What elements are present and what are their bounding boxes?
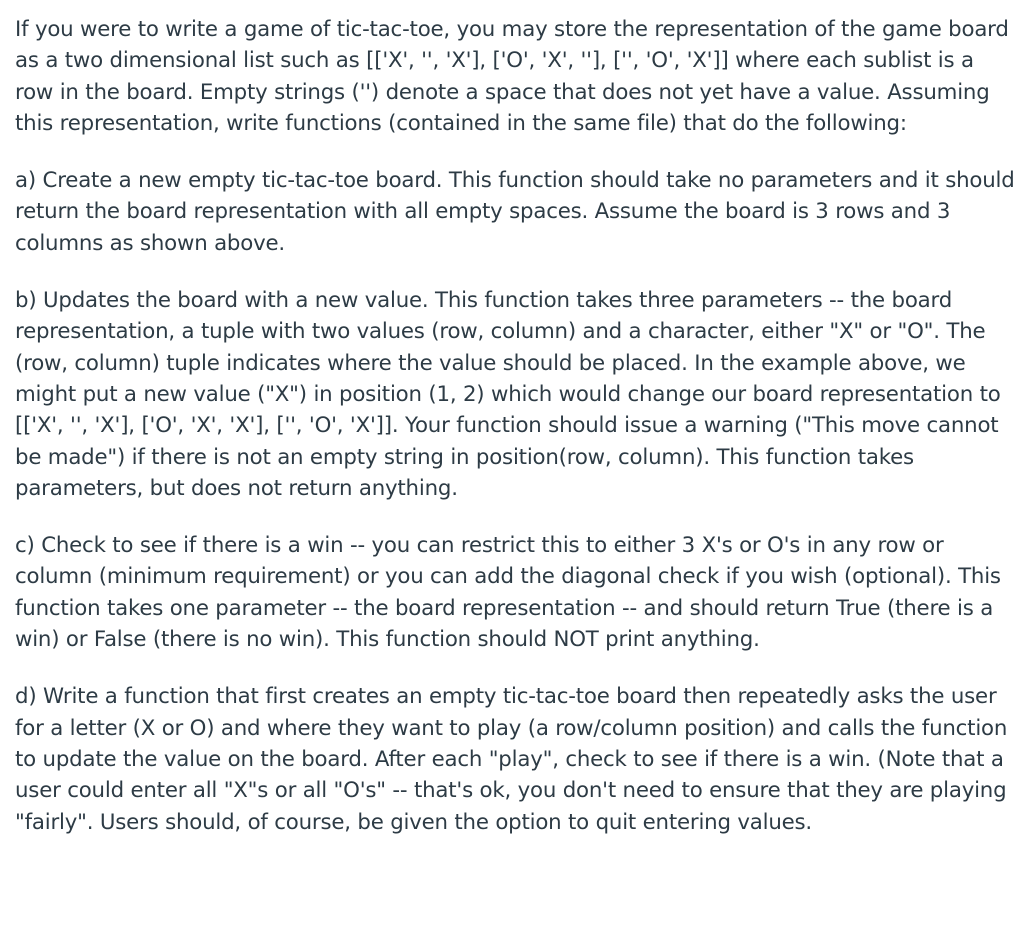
part-a-paragraph: a) Create a new empty tic-tac-toe board. This function should take no parameters and it should return the board representation with all empty spaces. Assume the board is 3 rows and 3 columns as shown above. <box>15 168 1015 256</box>
part-c-paragraph: c) Check to see if there is a win -- you can restrict this to either 3 X's or O's in any row or column (minimum requirement) or you can add the diagonal check if you wish (optional). This function takes one parameter -- the board representation -- and should return True (there is a win) or False (there is no win). This function should NOT print anything. <box>15 533 1001 653</box>
intro-paragraph: If you were to write a game of tic-tac-toe, you may store the representation of the game board as a two dimensional list such as [['X', '', 'X'], ['O', 'X', ''], ['', 'O', 'X']] where each sublist is a row in the board. Empty strings ('') denote a space that does not yet have a value. Assuming this representation, write functions (contained in the same file) that do the following: <box>15 17 1009 136</box>
part-d-paragraph: d) Write a function that first creates an empty tic-tac-toe board then repeatedly asks the user for a letter (X or O) and where they want to play (a row/column position) and calls the function to update the value on the board. After each "play", check to see if there is a win. (Note that a user could enter all "X"s or all "O's" -- that's ok, you don't need to ensure that they are playing "fairly". Users should, of course, be given the option to quit entering values. <box>15 684 1008 835</box>
assignment-document <box>15 14 1015 838</box>
part-b-paragraph: b) Updates the board with a new value. This function takes three parameters -- the board representation, a tuple with two values (row, column) and a character, either "X" or "O". The (row, column) tuple indicates where the value should be placed. In the example above, we might put a new value ("X") in position (1, 2) which would change our board representation to [['X', '', 'X'], ['O', 'X', 'X'], ['', 'O', 'X']]. Your function should issue a warning ("This move cannot be made") if there is not an empty string in position(row, column). This function takes parameters, but does not return anything. <box>15 288 1001 501</box>
